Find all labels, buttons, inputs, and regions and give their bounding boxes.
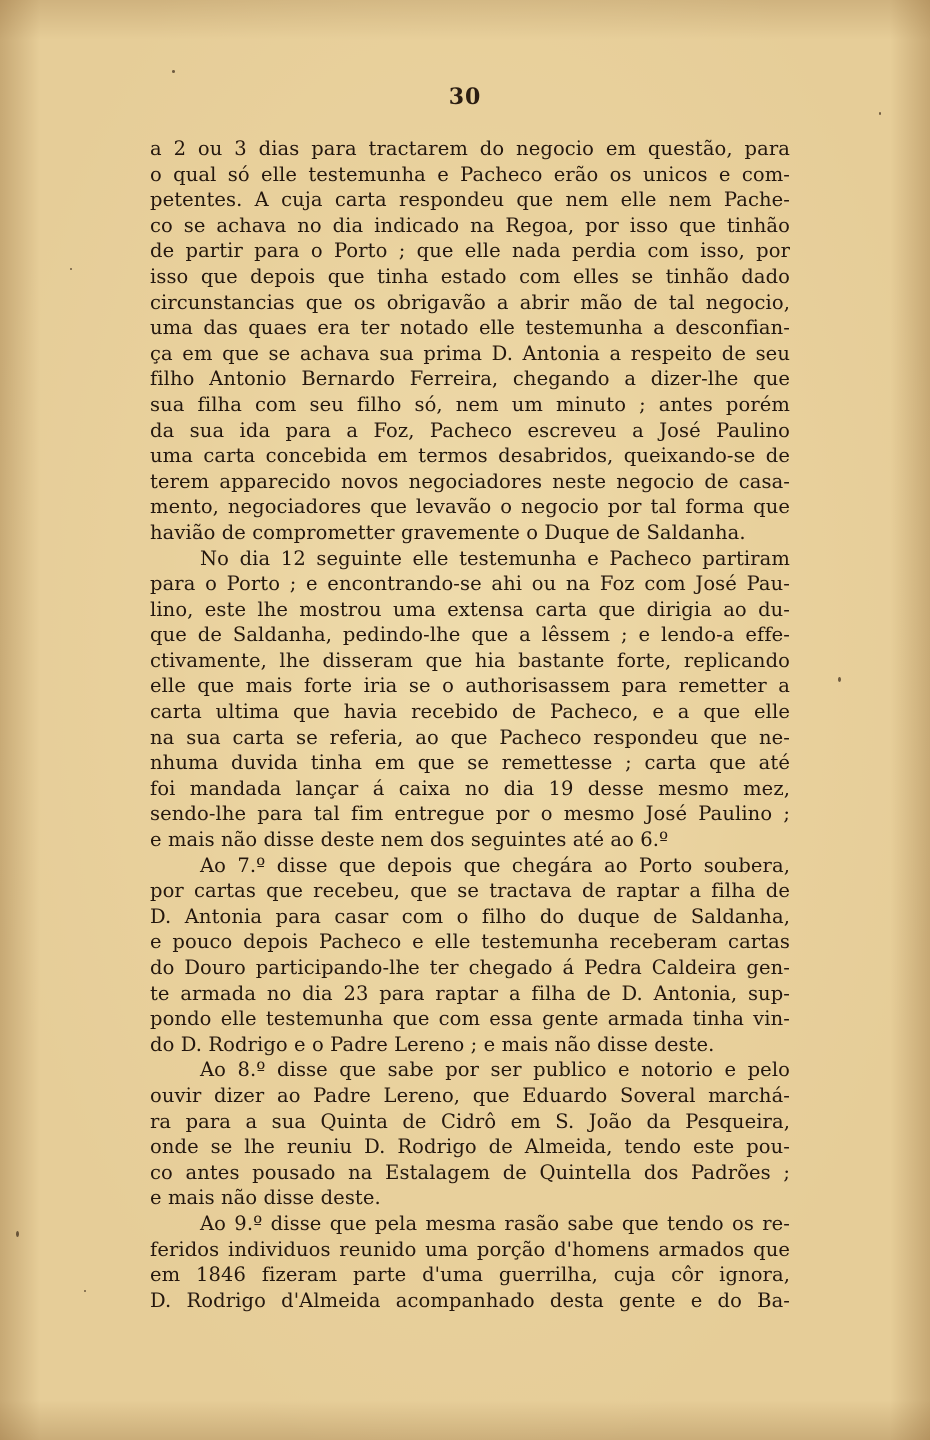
text-line: ouvir dizer ao Padre Lereno, que Eduardo Soveral marchá-	[150, 1083, 790, 1107]
text-line: para o Porto ; e encontrando-se ahi ou na Foz com José Pau-	[150, 572, 790, 596]
text-line: filho Antonio Bernardo Ferreira, chegando a dizer-lhe que	[150, 367, 790, 391]
text-line: Ao 9.º disse que pela mesma rasão sabe que tendo os re-	[200, 1211, 790, 1235]
paper-speck	[172, 70, 175, 73]
text-line: e mais não disse deste.	[150, 1186, 381, 1210]
paper-speck	[70, 268, 72, 270]
body-text	[150, 136, 790, 1313]
text-line: D. Rodrigo d'Almeida acompanhado desta gente e do Ba-	[150, 1288, 790, 1312]
page-number: 30	[448, 84, 482, 110]
text-line: de partir para o Porto ; que elle nada perdia com isso, por	[150, 239, 790, 263]
text-line: uma das quaes era ter notado elle testemunha a desconfian-	[150, 316, 790, 340]
text-line: e pouco depois Pacheco e elle testemunha receberam cartas	[150, 930, 790, 954]
paper-speck	[879, 112, 881, 115]
text-line: lino, este lhe mostrou uma extensa carta que dirigia ao du-	[150, 597, 790, 621]
text-line: do D. Rodrigo e o Padre Lereno ; e mais não disse deste.	[150, 1032, 715, 1056]
text-line: petentes. A cuja carta respondeu que nem elle nem Pache-	[150, 188, 790, 212]
text-line: No dia 12 seguinte elle testemunha e Pacheco partiram	[200, 546, 790, 570]
paper-speck	[84, 1290, 86, 1292]
text-line: do Douro participando-lhe ter chegado á Pedra Caldeira gen-	[150, 956, 790, 979]
text-line: co se achava no dia indicado na Regoa, por isso que tinhão	[150, 213, 790, 237]
paper-speck	[16, 1231, 19, 1237]
text-line: elle que mais forte iria se o authorisassem para remetter a	[150, 674, 790, 698]
text-line: te armada no dia 23 para raptar a filha de D. Antonia, sup-	[150, 981, 790, 1005]
text-line: uma carta concebida em termos desabridos, queixando-se de	[150, 444, 790, 468]
text-line: circunstancias que os obrigavão a abrir mão de tal negocio,	[150, 290, 790, 314]
text-line: ra para a sua Quinta de Cidrô em S. João da Pesqueira,	[150, 1109, 790, 1133]
text-line: ça em que se achava sua prima D. Antonia a respeito de seu	[150, 341, 790, 365]
text-line: o qual só elle testemunha e Pacheco erão os unicos e com-	[150, 162, 790, 186]
text-line: feridos individuos reunido uma porção d'homens armados que	[150, 1237, 790, 1261]
text-line: isso que depois que tinha estado com elles se tinhão dado	[150, 264, 790, 288]
text-line: onde se lhe reuniu D. Rodrigo de Almeida, tendo este pou-	[150, 1135, 790, 1159]
text-line: ctivamente, lhe disseram que hia bastante forte, replicando	[150, 648, 790, 672]
text-line: que de Saldanha, pedindo-lhe que a lêssem ; e lendo-a effe-	[150, 623, 790, 647]
text-line: terem apparecido novos negociadores neste negocio de casa-	[150, 469, 790, 493]
text-line: D. Antonia para casar com o filho do duque de Saldanha,	[150, 904, 790, 928]
text-line: carta ultima que havia recebido de Pacheco, e a que elle	[150, 700, 790, 724]
text-line: co antes pousado na Estalagem de Quintella dos Padrões ;	[150, 1160, 790, 1184]
text-line: em 1846 fizeram parte d'uma guerrilha, cuja côr ignora,	[150, 1263, 790, 1287]
text-line: da sua ida para a Foz, Pacheco escreveu a José Paulino	[150, 418, 790, 442]
text-line: por cartas que recebeu, que se tractava de raptar a filha de	[150, 879, 790, 903]
text-line: sua filha com seu filho só, nem um minuto ; antes porém	[150, 392, 790, 416]
text-line: Ao 8.º disse que sabe por ser publico e notorio e pelo	[200, 1058, 790, 1082]
text-line: foi mandada lançar á caixa no dia 19 desse mesmo mez,	[150, 776, 790, 800]
text-line: Ao 7.º disse que depois que chegára ao Porto soubera,	[200, 853, 790, 877]
text-line: havião de comprometter gravemente o Duque de Saldanha.	[150, 520, 746, 544]
text-line: e mais não disse deste nem dos seguintes até ao 6.º	[150, 828, 669, 852]
text-line: sendo-lhe para tal fim entregue por o mesmo José Paulino ;	[150, 802, 790, 826]
text-line: mento, negociadores que levavão o negocio por tal forma que	[150, 495, 790, 519]
text-line: pondo elle testemunha que com essa gente armada tinha vin-	[150, 1007, 790, 1031]
text-line: na sua carta se referia, ao que Pacheco respondeu que ne-	[150, 725, 790, 749]
paper-speck	[838, 677, 841, 682]
text-line: nhuma duvida tinha em que se remettesse ; carta que até	[150, 751, 790, 775]
text-line: a 2 ou 3 dias para tractarem do negocio em questão, para	[150, 137, 790, 160]
